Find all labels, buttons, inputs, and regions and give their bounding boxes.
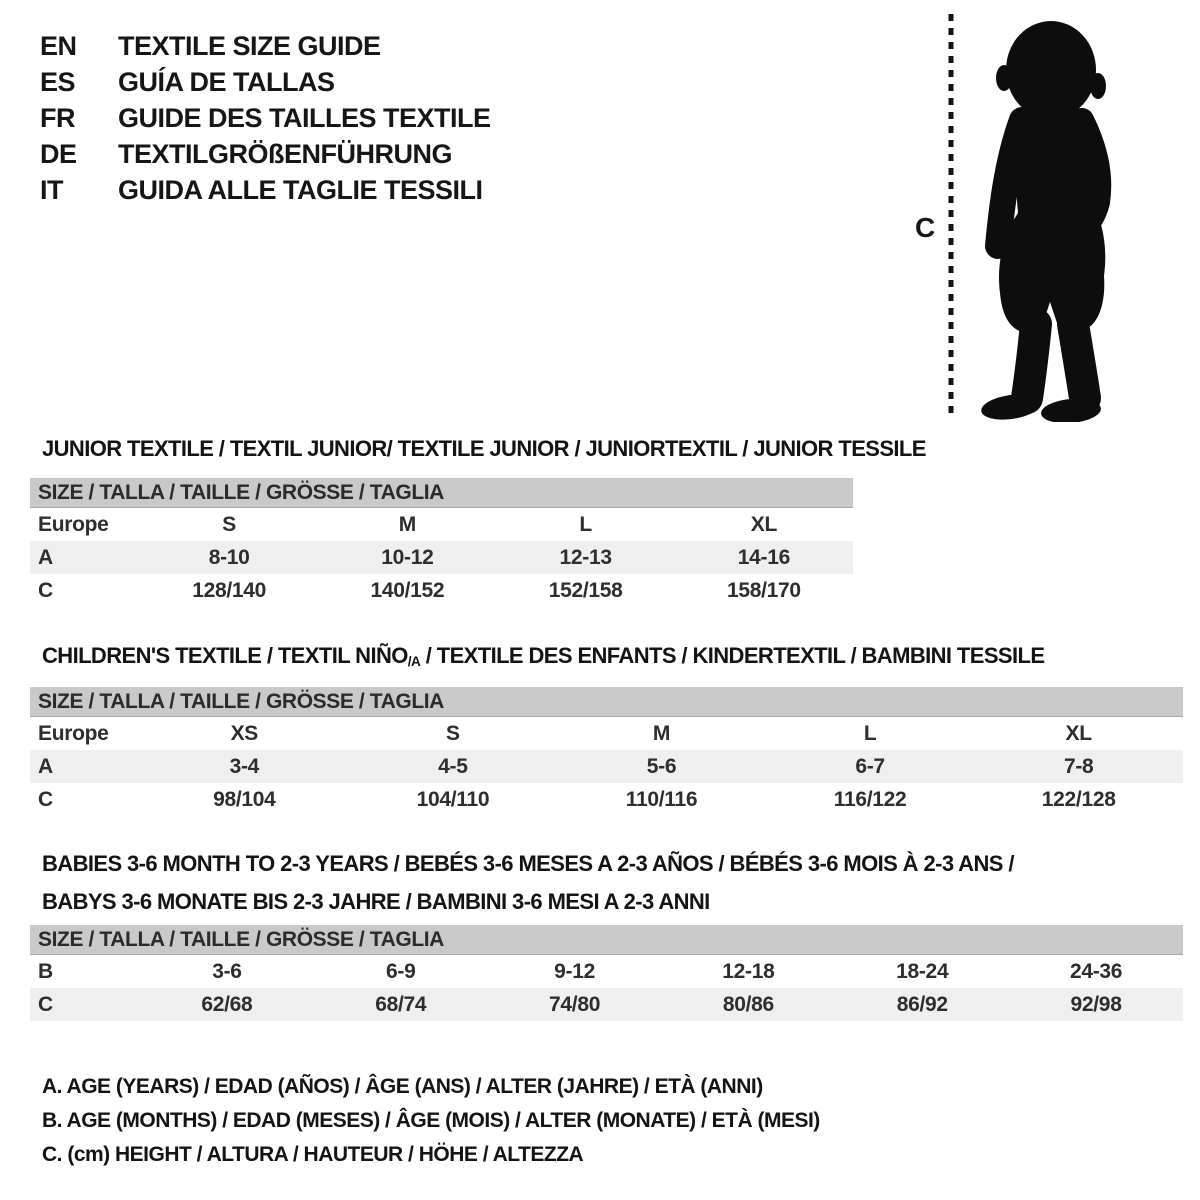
table-cell: M [398,512,416,536]
size-header-band [30,478,853,508]
table-cell: 62/68 [201,992,253,1016]
height-measure-label: C [915,212,936,243]
table-cell: 140/152 [370,578,445,602]
table-cell: 68/74 [375,992,427,1016]
size-header-label: SIZE / TALLA / TAILLE / GRÖSSE / TAGLIA [38,480,444,504]
table-cell: L [863,721,877,745]
table-cell: S [446,721,460,745]
babies-size-table [30,925,1183,1021]
table-row [30,508,853,541]
table-cell: 3-6 [212,959,242,983]
table-row [30,541,853,574]
table-cell: 10-12 [381,545,434,569]
language-row-en [40,28,491,64]
table-cell: 116/122 [833,787,907,811]
table-row [30,988,1183,1021]
table-cell: 14-16 [737,545,790,569]
table-cell: 12-13 [559,545,612,569]
table-row [30,955,1183,988]
table-cell: 8-10 [208,545,250,569]
size-header-label: SIZE / TALLA / TAILLE / GRÖSSE / TAGLIA [38,689,444,713]
language-code: ES [40,66,76,97]
table-row [30,783,1183,816]
table-cell: 4-5 [438,754,468,778]
language-title: GUIDA ALLE TAGLIE TESSILI [118,174,483,205]
table-cell: 122/128 [1041,787,1116,811]
language-code: DE [40,138,77,169]
table-cell: 104/110 [416,787,490,811]
table-cell: 5-6 [646,754,677,778]
table-row [30,750,1183,783]
language-row-fr [40,100,491,136]
table-cell: 6-7 [855,754,885,778]
language-code: IT [40,174,63,205]
section-title-babies-line1: BABIES 3-6 MONTH TO 2-3 YEARS / BEBÉS 3-6 MESES A 2-3 AÑOS / BÉBÉS 3-6 MOIS À 2-3 ANS / [42,851,1014,876]
section-title-children-suffix: / TEXTILE DES ENFANTS / KINDERTEXTIL / BAMBINI TESSILE [420,643,1045,668]
row-label: A [38,545,53,569]
table-cell: 152/158 [548,578,623,602]
size-header-band [30,925,1183,955]
language-row-es [40,64,491,100]
table-cell: 74/80 [549,992,601,1016]
table-cell: 92/98 [1070,992,1122,1016]
language-code: EN [40,30,77,61]
toddler-silhouette-figure [898,8,1158,422]
row-label: C [38,578,53,602]
table-cell: 3-4 [229,754,260,778]
table-cell: L [579,512,592,536]
row-label: C [38,787,53,811]
table-cell: 7-8 [1063,754,1094,778]
legend-line-c: C. (cm) HEIGHT / ALTURA / HAUTEUR / HÖHE / ALTEZZA [42,1143,584,1166]
table-row [30,574,853,607]
table-cell: 128/140 [192,578,267,602]
toddler-silhouette [980,21,1106,422]
table-cell: 24-36 [1069,959,1123,983]
language-title: GUIDE DES TAILLES TEXTILE [118,102,491,133]
legend-line-a: A. AGE (YEARS) / EDAD (AÑOS) / ÂGE (ANS) / ALTER (JAHRE) / ETÀ (ANNI) [42,1075,763,1098]
legend [42,1070,820,1172]
table-cell: 110/116 [625,787,698,811]
size-header-band [30,687,1183,717]
row-label: Europe [38,512,109,536]
table-cell: XL [750,512,777,536]
table-cell: 80/86 [722,992,774,1016]
junior-size-table [30,478,853,607]
section-title-junior: JUNIOR TEXTILE / TEXTIL JUNIOR/ TEXTILE JUNIOR / JUNIORTEXTIL / JUNIOR TESSILE [42,436,926,461]
language-title: TEXTILE SIZE GUIDE [118,30,381,61]
row-label: C [38,992,53,1016]
table-cell: M [652,721,671,745]
section-title-children-sub: /A [407,654,421,669]
section-title-children-prefix: CHILDREN'S TEXTILE / TEXTIL NIÑO [42,643,408,668]
row-label: Europe [38,721,109,745]
section-title-babies [42,845,1014,921]
row-label: A [38,754,53,778]
language-title: GUÍA DE TALLAS [118,66,335,97]
section-title-babies-line2: BABYS 3-6 MONATE BIS 2-3 JAHRE / BAMBINI 3-6 MESI A 2-3 ANNI [42,889,710,914]
language-row-it [40,172,491,208]
table-cell: 86/92 [896,992,948,1016]
language-code: FR [40,102,75,133]
children-size-table [30,687,1183,816]
table-cell: S [222,512,236,536]
table-cell: 18-24 [896,959,949,983]
section-title-children [42,637,1044,681]
table-cell: 6-9 [386,959,416,983]
table-cell: 158/170 [726,578,801,602]
language-title-list [40,28,491,208]
table-cell: XL [1065,721,1092,745]
language-title: TEXTILGRÖßENFÜHRUNG [118,138,452,169]
size-header-label: SIZE / TALLA / TAILLE / GRÖSSE / TAGLIA [38,927,444,951]
table-cell: 9-12 [554,959,595,983]
legend-line-b: B. AGE (MONTHS) / EDAD (MESES) / ÂGE (MOIS) / ALTER (MONATE) / ETÀ (MESI) [42,1109,820,1132]
table-row [30,717,1183,750]
language-row-de [40,136,491,172]
table-cell: 12-18 [722,959,775,983]
table-cell: 98/104 [213,787,276,811]
row-label: B [38,959,53,983]
table-cell: XS [230,721,258,745]
